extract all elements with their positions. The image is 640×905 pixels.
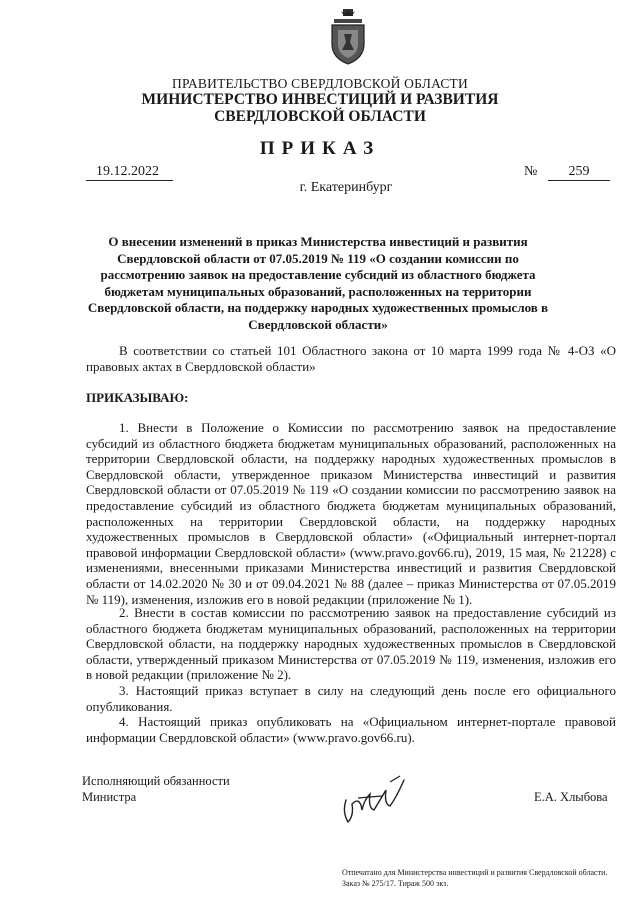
order-item-1: 1. Внести в Положение о Комиссии по рассмотрению заявок на предоставление субсидий из областного бюджета бюджетам муниципальных образований, расположенных на территории Свердловской области, на поддержку народных художественных промыслов в Свердловской области, утвержденное приказом Министерства инвестиций и развития Свердловской области от 07.05.2019 № 119 «О создании комиссии по рассмотрению заявок на предоставление субсидий из областного бюджета бюджетам муниципальных образований, расположенных на территории Свердловской области, на поддержку народных художественных промыслов в Свердловской области» («Официальный интернет-портал правовой информации Свердловской области» (www.pravo.gov66.ru), 2019, 15 мая, № 21228) с изменениями, внесенными приказами Министерства инвестиций и развития Свердловской области от 14.02.2020 № 30 и от 09.04.2021 № 88 (далее – приказ Министерства от 07.05.2019 № 119), изменения, изложив его в новой редакции (приложение № 1). bbox=[86, 420, 616, 607]
signatory-position bbox=[82, 773, 230, 805]
order-word: ПРИКАЗЫВАЮ: bbox=[86, 390, 189, 405]
footer-line2: Заказ № 275/17. Тираж 500 экз. bbox=[342, 878, 449, 888]
order-item-2: 2. Внести в состав комиссии по рассмотрению заявок на предоставление субсидий из областного бюджета бюджетам муниципальных образований, расположенных на территории Свердловской области, на поддержку народных художественных промыслов в Свердловской области, утвержденный приказом Министерства от 07.05.2019 № 119, изменения, изложив его в новой редакции (приложение № 2). bbox=[86, 605, 616, 683]
ministry-name-line1: МИНИСТЕРСТВО ИНВЕСТИЦИЙ И РАЗВИТИЯ bbox=[141, 91, 499, 108]
order-item-3: 3. Настоящий приказ вступает в силу на следующий день после его официального опубликования. bbox=[86, 683, 616, 714]
signatory-position-line1: Исполняющий обязанности bbox=[82, 774, 230, 788]
handwritten-signature-icon bbox=[338, 770, 408, 830]
number-sign: № bbox=[524, 164, 538, 179]
signatory-name: Е.А. Хлыбова bbox=[534, 790, 608, 804]
signatory-position-line2: Министра bbox=[82, 790, 137, 804]
document-title: О внесении изменений в приказ Министерства инвестиций и развития Свердловской области от 07.05.2019 № 119 «О создании комиссии по рассмотрению заявок на предоставление субсидий из областного бюджета бюджетам муниципальных образований, расположенных на территории Свердловской области, на поддержку народных художественных промыслов в Свердловской области» bbox=[87, 234, 549, 332]
print-footer bbox=[342, 868, 632, 889]
document-number: 259 bbox=[548, 164, 610, 181]
coat-of-arms-icon bbox=[328, 8, 368, 66]
ministry-name-line2: СВЕРДЛОВСКОЙ ОБЛАСТИ bbox=[214, 108, 426, 125]
document-date: 19.12.2022 bbox=[86, 164, 173, 181]
footer-line1: Отпечатано для Министерства инвестиций и развития Свердловской области. bbox=[342, 868, 608, 877]
order-item-4: 4. Настоящий приказ опубликовать на «Официальном интернет-портале правовой информации Свердловской области» (www.pravo.gov66.ru). bbox=[86, 714, 616, 745]
government-name: ПРАВИТЕЛЬСТВО СВЕРДЛОВСКОЙ ОБЛАСТИ bbox=[172, 76, 468, 91]
document-city: г. Екатеринбург bbox=[299, 180, 393, 195]
document-type: ПРИКАЗ bbox=[259, 138, 381, 159]
preamble: В соответствии со статьей 101 Областного закона от 10 марта 1999 года № 4-ОЗ «О правовых актах в Свердловской области» bbox=[86, 343, 616, 374]
